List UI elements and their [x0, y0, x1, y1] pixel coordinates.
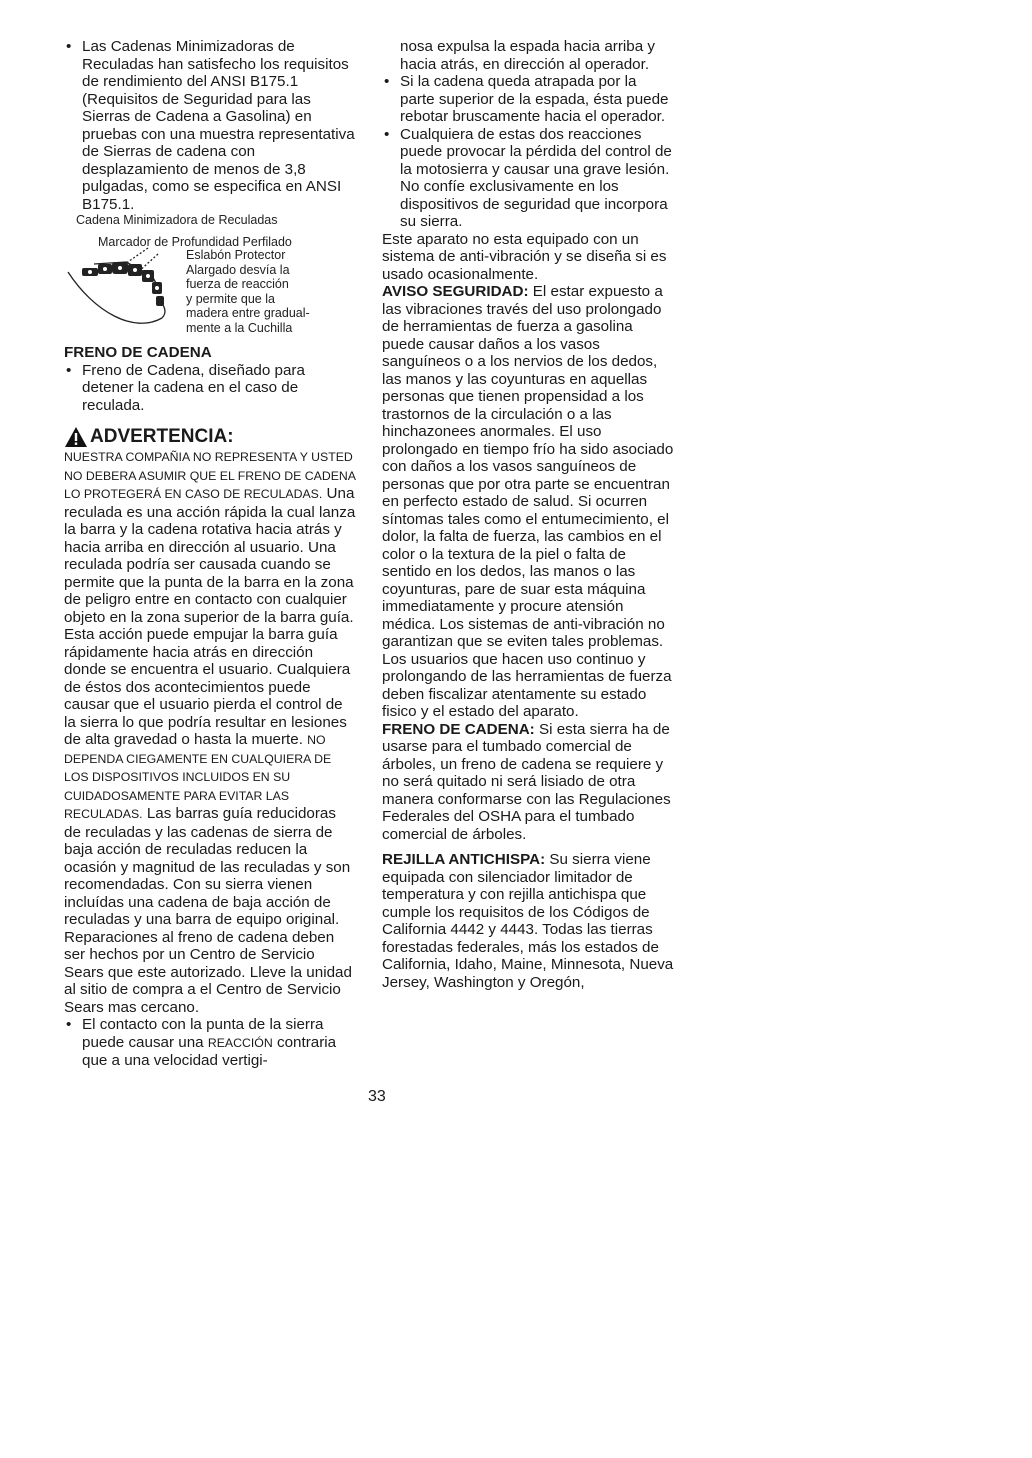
bullet-tip-contact-b: contraria que a una velocidad vertigi-: [82, 1033, 337, 1069]
bullet-chain-pinched: • Si la cadena queda atrapada por la parte superior de la espada, ésta puede rebotar bruscamente hacia el operador.: [382, 73, 674, 126]
bullet-tip-contact: [64, 1016, 356, 1070]
warning-header: [64, 426, 356, 448]
saw-chain-illustration: [64, 242, 188, 342]
warning-text-2: Las barras guía reducidoras de reculadas y las cadenas de sierra de baja acción de reculadas reducen la ocasión y magnitud de las reculadas y son recomendadas. Con su sierra vienen incluídas una cadena de baja acción de reculadas y una barra de equipo original. Reparaciones al freno de cadena deben ser hechos por un Centro de Servicio Sears que este autorizado. Lleve la unidad al sitio de compra a el Centro de Servicio Sears mas cercano.: [64, 805, 352, 1016]
heading-freno-de-cadena: FRENO DE CADENA: [64, 344, 212, 361]
warning-text-1: Una reculada es una acción rápida la cual lanza la barra y la cadena rotativa hacia atrás y hacia arriba en dirección al usuario. Una reculada podría ser causada cuando se permite que la punta de la barra en la zona de peligro entre en contacto con cualquier objeto en la zona superior de la barra guía. Esta acción puede empujar la barra guía rápidamente hacia atrás en dirección donde se encuentra el usuario. Cualquiera de éstos dos acontecimientos puede causar que el usuario pierda el control de la sierra lo que podría resultar en lesiones de alta gravedad o hasta la muerte.: [64, 485, 356, 748]
bullet-tip-contact-a: El contacto con la punta de la sierra puede causar una: [82, 1016, 324, 1051]
continued-text: nosa expulsa la espada hacia arriba y hacia atrás, en dirección al operador.: [400, 38, 655, 73]
left-column: [64, 38, 356, 1070]
para-rejilla-antichispa: [382, 851, 674, 991]
rejilla-text: Su sierra viene equipada con silenciador limitador de temperatura y con rejilla antichispa que cumple los requisitos de los Códigos de California 4442 y 4443. Todas las tierras forestadas federales, más los estados de California, Idaho, Maine, Minnesota, Nueva Jersey, Washington y Oregón,: [382, 851, 674, 991]
para-aviso-seguridad: [382, 283, 674, 721]
warning-caps-2: NO DEPENDA CIEGAMENTE EN CUALQUIERA DE LOS DISPOSITIVOS INCLUIDOS EN SU CUIDADOSAMENTE PARA EVITAR LAS RECULADAS.: [64, 733, 332, 821]
figure-label-line-5: madera entre gradual-: [186, 306, 310, 321]
aviso-text: El estar expuesto a las vibraciones través del uso prolongado de herramientas de fuerza a gasolina puede causar daños a los vasos sanguíneos o a los nervios de los dedos, las manos y las coyunturas en aquellas personas que tienen propensidad a los trastornos de la circulación o a las hinchazonees anormales. El uso prolongado en tiempo frío ha sido asociado con daños a los vasos sanguíneos de personas que por otra parte se encuentran en perfecto estado de salud. Si ocurren síntomas tales como el entumecimiento, el dolor, la falta de fuerza, las cambios en el color o la textura de la piel o falta de sentido en los dedos, las manos o las coyunturas, pare de suar esta máquina immediatamente y procure atensión médica. Los sistemas de anti-vibración no garantizan que se eviten tales problemas. Los usuarios que hacen uso continuo y prolongando de las herramientas de fuerza deben fiscalizar atentamente su estado fisico y el estado del aparato.: [382, 283, 674, 720]
figure-label-line-4: y permite que la: [186, 291, 275, 306]
bullet-tip-contact-caps: REACCIÓN: [207, 1035, 273, 1050]
figure-label-line-3: fuerza de reacción: [186, 277, 289, 292]
figure-label-depth-gauge: Marcador de Profundidad Perfilado: [98, 235, 292, 249]
warning-body: [64, 448, 356, 1016]
figure-label-line-6: mente a la Cuchilla: [186, 320, 293, 335]
warning-caps-1: NUESTRA COMPAÑIA NO REPRESENTA Y USTED NO DEBERA ASUMIR QUE EL FRENO DE CADENA LO PROTEGERÁ EN CASO DE RECULADAS.: [64, 450, 356, 501]
warning-title: ADVERTENCIA:: [90, 426, 234, 447]
figure-labels: [186, 248, 310, 336]
para-freno-de-cadena: [382, 721, 674, 844]
chain-figure: [64, 234, 356, 344]
freno-text: Si esta sierra ha de usarse para el tumbado comercial de árboles, un freno de cadena se requiere y no será quitado ni será lisiado de otra manera conformarse con las Regulaciones Federales del OSHA para el tumbado comercial de árboles.: [382, 720, 671, 843]
aviso-lead: AVISO SEGURIDAD:: [382, 283, 529, 300]
right-column: [382, 38, 674, 991]
figure-label-line-2: Alargado desvía la: [186, 262, 290, 277]
bullet-chain-brake: • Freno de Cadena, diseñado para detener la cadena en el caso de reculada.: [64, 362, 356, 415]
bullet-ansi-requirements: • Las Cadenas Minimizadoras de Reculadas han satisfecho los requisitos de rendimiento del ANSI B175.1 (Requisitos de Seguridad para las Sierras de Cadena a Gasolina) en pruebas con una muestra representativa de Sierras de cadena con desplazamiento de menos de 3,8 pulgadas, como se especifica en ANSI B175.1.: [64, 38, 356, 213]
page-number: 33: [368, 1088, 386, 1105]
para-no-anti-vibration: Este aparato no esta equipado con un sistema de anti-vibración y se diseña si es usado ocasionalmente.: [382, 230, 667, 283]
warning-triangle-icon: [64, 426, 88, 448]
figure-label-guard-link: Eslabón Protector: [186, 248, 286, 262]
freno-lead: FRENO DE CADENA:: [382, 720, 535, 738]
rejilla-lead: REJILLA ANTICHISPA:: [382, 851, 546, 868]
figure-caption: Cadena Minimizadora de Reculadas: [76, 213, 278, 227]
bullet-either-reaction: • Cualquiera de estas dos reacciones puede provocar la pérdida del control de la motosierra y causar una grave lesión. No confíe exclusivamente en los dispositivos de seguridad que incorpora su sierra.: [382, 126, 674, 231]
